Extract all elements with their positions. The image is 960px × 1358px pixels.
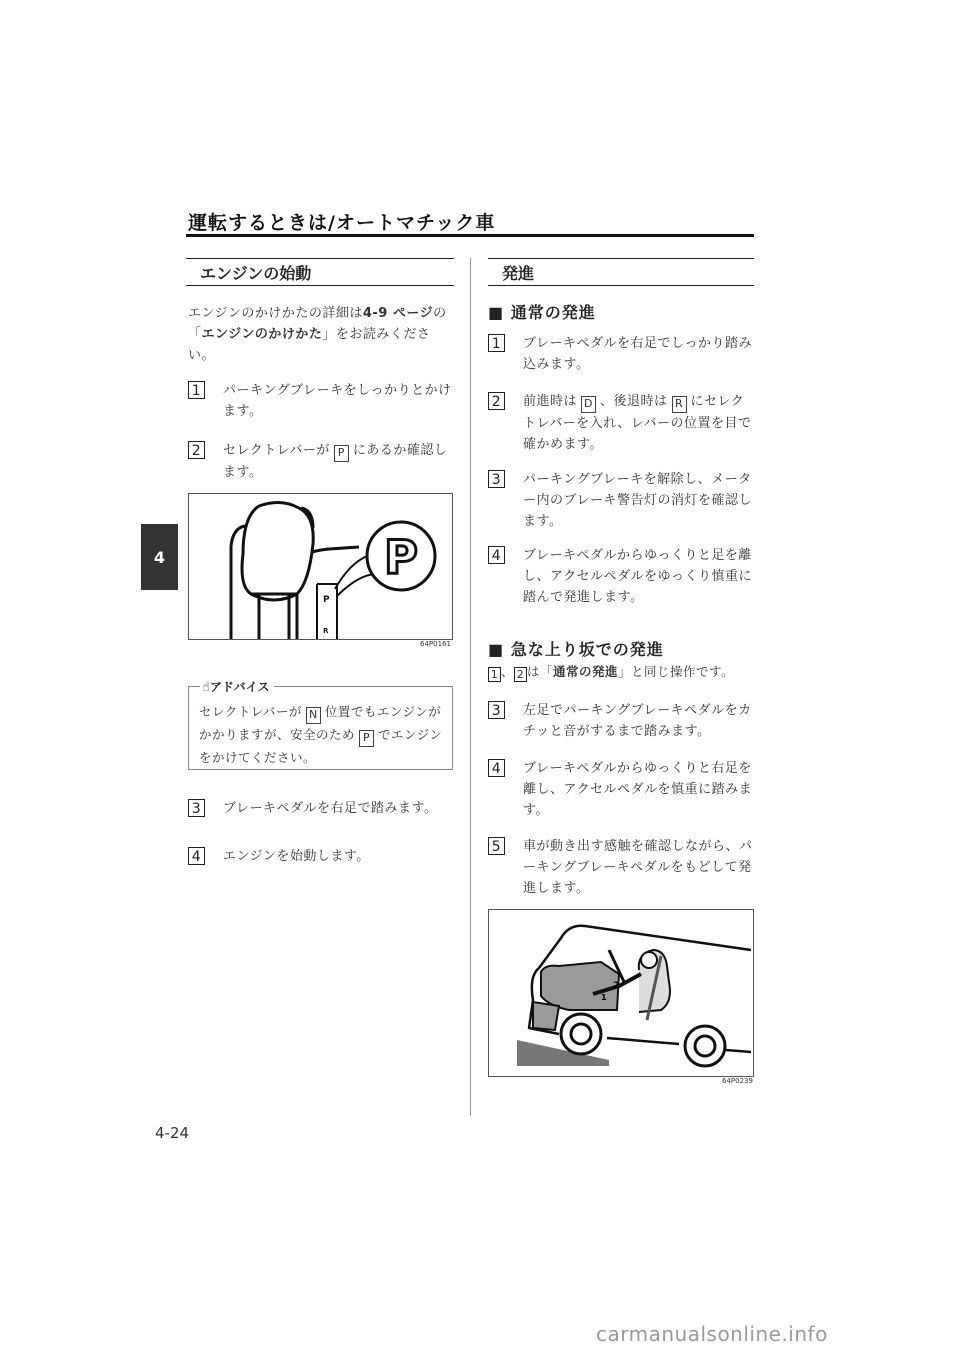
step-number: 4	[188, 847, 205, 865]
step-number: 3	[488, 470, 505, 488]
watermark: carmanualsonline.info	[596, 1322, 828, 1346]
section-title-engine-start	[186, 258, 454, 286]
header-rule	[186, 234, 754, 237]
step-text: 車が動き出す感触を確認しながら、パーキングブレーキペダルをもどして発進します。	[523, 839, 753, 896]
step-number: 3	[188, 799, 205, 817]
page-header-title: 運転するときは/オートマチック車	[188, 212, 496, 234]
page-number: 4-24	[155, 1124, 190, 1142]
advice-text: セレクトレバーが N 位置でもエンジンがかかりますが、安全のため P でエンジンをかけてください。	[199, 704, 443, 765]
intro-text-3: 」をお読みください。	[188, 327, 431, 363]
section-title-text: エンジンの始動	[200, 263, 312, 283]
step-text: ブレーキペダルからゆっくりと足を離し、アクセルペダルをゆっくり慎重に踏んで発進します。	[523, 548, 752, 605]
figure-code-2: 64P0239	[722, 1077, 753, 1085]
hand-pointer-icon: ☝	[202, 680, 210, 695]
figure-code-1: 64P0161	[420, 640, 451, 648]
step-text: 左足でパーキングブレーキペダルをカチッと音がするまで踏みます。	[523, 703, 752, 739]
intro-paragraph	[188, 303, 454, 366]
advice-box	[188, 686, 453, 770]
section-title-text: 発進	[502, 263, 535, 283]
step-number: 1	[488, 334, 505, 352]
step-text: セレクトレバーが P にあるか確認します。	[223, 443, 448, 480]
shift-lever-illustration	[189, 494, 452, 639]
subsection-hill-start: ■ 急な上り坂での発進	[488, 640, 664, 659]
section-title-start-off	[488, 258, 754, 286]
page-reference-link[interactable]: 4-9 ページ	[362, 306, 434, 321]
step-text: パーキングブレーキを解除し、メーター内のブレーキ警告灯の消灯を確認します。	[523, 472, 752, 529]
step-left-1	[188, 380, 454, 422]
step-left-2	[188, 440, 454, 483]
gate-label-r: R	[323, 627, 329, 635]
column-divider	[470, 258, 471, 1116]
key-n: N	[306, 707, 321, 724]
key-p: P	[359, 730, 374, 747]
advice-label	[200, 678, 274, 695]
hill-note: 1 、 2 は「通常の発進」と同じ操作です。	[488, 661, 758, 682]
key-d: D	[581, 396, 596, 413]
step-number: 3	[488, 701, 505, 719]
step-right-4	[488, 545, 754, 608]
pedal-label-2: 2	[613, 981, 620, 991]
step-text: ブレーキペダルを右足でしっかり踏み込みます。	[523, 336, 752, 372]
figure-shift-lever	[188, 493, 453, 640]
step-right-3	[488, 469, 754, 532]
step-text: 前進時は D 、後退時は R にセレクトレバーを入れ、レバーの位置を目で確かめます。	[523, 394, 752, 452]
step-number: 2	[188, 441, 205, 459]
step-text: ブレーキペダルからゆっくりと右足を離し、アクセルペダルを慎重に踏みます。	[523, 761, 753, 818]
step-number: 4	[488, 759, 505, 777]
car-on-slope-illustration	[489, 910, 753, 1076]
chapter-tab[interactable]	[141, 524, 178, 590]
step-text: エンジンを始動します。	[223, 849, 370, 864]
step-hill-4	[488, 758, 754, 821]
step-right-1	[488, 333, 754, 375]
chapter-number: 4	[153, 547, 166, 567]
subsection-normal-start: ■ 通常の発進	[488, 303, 596, 322]
step-hill-5	[488, 836, 754, 899]
step-number: 1	[188, 381, 205, 399]
step-ref-2: 2	[514, 667, 527, 682]
intro-text-1: エンジンのかけかたの詳細は	[188, 306, 363, 321]
normal-start-reference[interactable]: 通常の発進	[553, 664, 619, 679]
step-text: ブレーキペダルを右足で踏みます。	[223, 801, 438, 816]
intro-text-2: の「	[188, 306, 447, 342]
step-number: 5	[488, 837, 505, 855]
topic-reference-link[interactable]: エンジンのかけかた	[201, 327, 323, 342]
key-r: R	[672, 396, 687, 413]
step-left-3	[188, 798, 454, 819]
step-ref-1: 1	[488, 667, 501, 682]
advice-label-text: アドバイス	[209, 680, 270, 694]
step-number: 4	[488, 546, 505, 564]
step-number: 2	[488, 392, 505, 410]
step-hill-3	[488, 700, 754, 742]
step-text: パーキングブレーキをしっかりとかけます。	[223, 383, 452, 419]
key-p: P	[334, 445, 349, 462]
figure-hill-start	[488, 909, 754, 1077]
pedal-label-1: 1	[601, 993, 607, 1002]
figure-p-letter: P	[384, 530, 418, 584]
step-right-2	[488, 391, 754, 455]
step-left-4	[188, 846, 454, 867]
gate-label-p: P	[323, 595, 330, 605]
